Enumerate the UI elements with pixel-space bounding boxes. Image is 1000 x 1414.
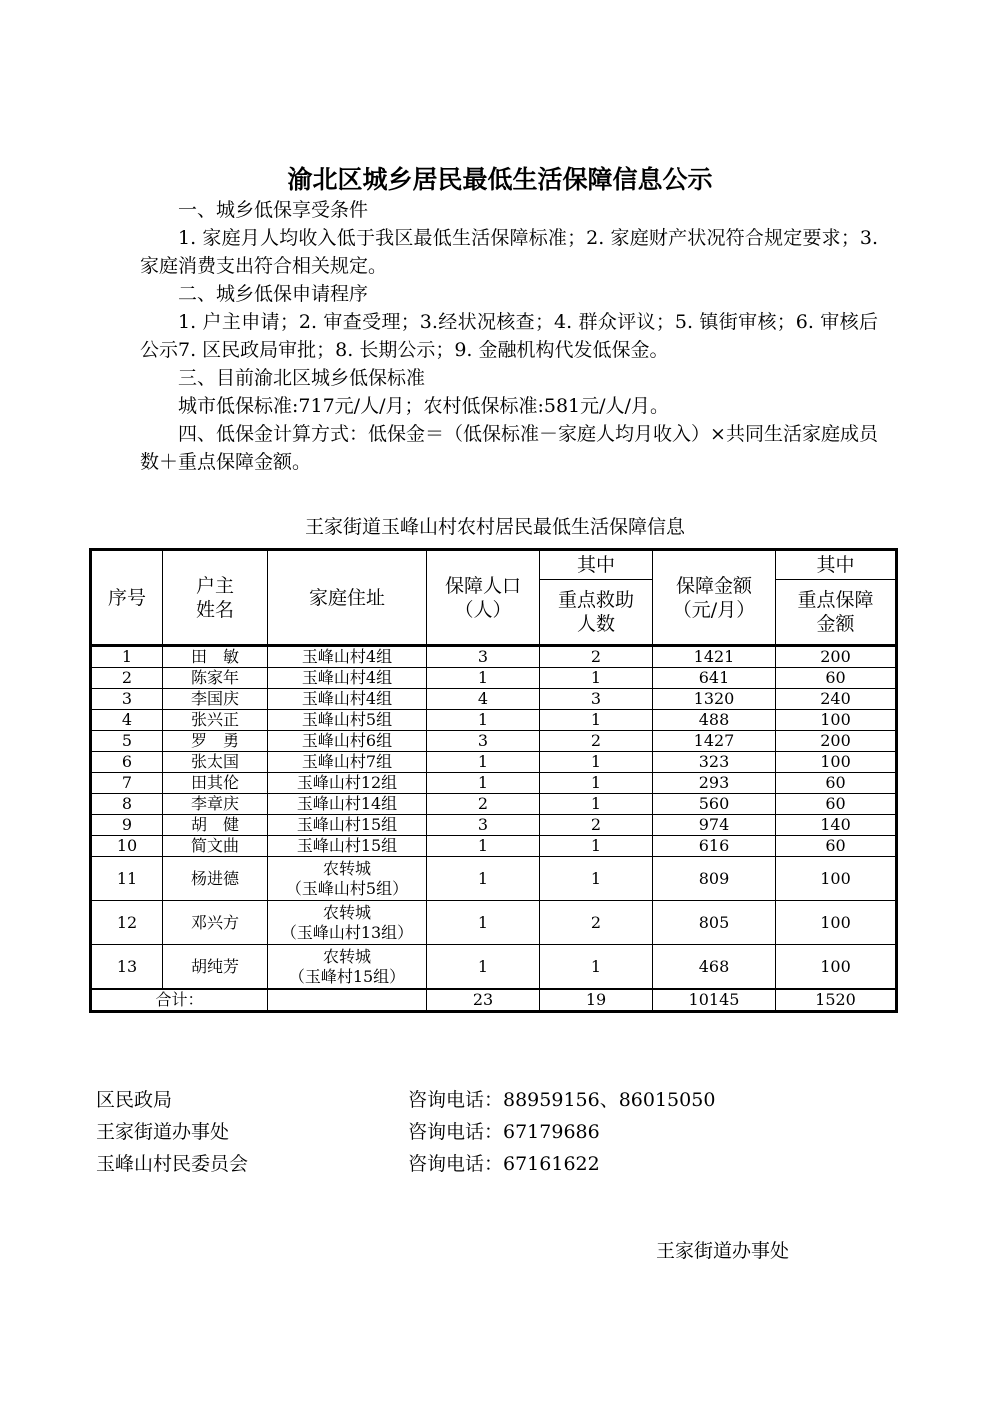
cell-key-persons: 1 <box>540 668 653 689</box>
cell-amount: 323 <box>653 752 776 773</box>
cell-address <box>268 857 427 901</box>
cell-amount: 1421 <box>653 646 776 668</box>
cell-address-line1: 农转城 <box>322 946 371 966</box>
contact-row <box>96 1118 715 1150</box>
cell-name: 李章庆 <box>163 794 268 815</box>
cell-address-line1: 农转城 <box>322 858 371 878</box>
total-address <box>268 989 427 1012</box>
cell-address: 玉峰山村6组 <box>268 731 427 752</box>
cell-key-amount: 240 <box>776 689 897 710</box>
cell-name: 陈家年 <box>163 668 268 689</box>
intro-section <box>140 196 878 476</box>
section-heading-standard: 三、目前渝北区城乡低保标准 <box>178 367 426 389</box>
cell-key-persons: 1 <box>540 752 653 773</box>
cell-address-line2: （玉峰山村5组） <box>285 878 409 898</box>
page-title: 渝北区城乡居民最低生活保障信息公示 <box>287 165 713 194</box>
cell-key-amount: 60 <box>776 836 897 857</box>
contact-phone: 咨询电话：67161622 <box>408 1153 600 1175</box>
contact-org: 王家街道办事处 <box>96 1121 230 1143</box>
section-heading-conditions: 一、城乡低保享受条件 <box>178 199 369 221</box>
cell-address-line1: 农转城 <box>322 902 371 922</box>
cell-seq: 13 <box>91 945 163 990</box>
cell-population: 3 <box>427 731 540 752</box>
header-seq: 序号 <box>91 550 163 646</box>
cell-population: 3 <box>427 646 540 668</box>
cell-address: 玉峰山村15组 <box>268 836 427 857</box>
cell-key-amount: 100 <box>776 752 897 773</box>
cell-seq: 1 <box>91 646 163 668</box>
cell-key-persons: 1 <box>540 710 653 731</box>
cell-amount: 468 <box>653 945 776 990</box>
table-row <box>91 857 897 901</box>
contact-row <box>96 1086 715 1118</box>
cell-key-persons: 1 <box>540 836 653 857</box>
cell-amount: 809 <box>653 857 776 901</box>
header-key-persons-line1: 重点救助 <box>557 589 634 611</box>
cell-key-persons: 1 <box>540 794 653 815</box>
table-row <box>91 815 897 836</box>
cell-address: 玉峰山村4组 <box>268 668 427 689</box>
cell-name: 胡纯芳 <box>163 945 268 990</box>
table-title: 王家街道玉峰山村农村居民最低生活保障信息 <box>304 516 685 538</box>
cell-name: 杨进德 <box>163 857 268 901</box>
table-row <box>91 731 897 752</box>
cell-key-persons: 2 <box>540 646 653 668</box>
cell-key-amount: 100 <box>776 857 897 901</box>
table-row <box>91 794 897 815</box>
cell-seq: 2 <box>91 668 163 689</box>
cell-address: 玉峰山村5组 <box>268 710 427 731</box>
cell-key-amount: 140 <box>776 815 897 836</box>
cell-address <box>268 901 427 945</box>
cell-seq: 3 <box>91 689 163 710</box>
total-amount: 10145 <box>653 989 776 1012</box>
total-key-persons: 19 <box>540 989 653 1012</box>
cell-key-persons: 2 <box>540 815 653 836</box>
cell-seq: 7 <box>91 773 163 794</box>
cell-address: 玉峰山村15组 <box>268 815 427 836</box>
cell-population: 1 <box>427 901 540 945</box>
cell-key-persons: 1 <box>540 773 653 794</box>
table-row <box>91 836 897 857</box>
contact-list <box>96 1086 715 1182</box>
cell-population: 1 <box>427 836 540 857</box>
cell-amount: 616 <box>653 836 776 857</box>
cell-amount: 1427 <box>653 731 776 752</box>
cell-address: 玉峰山村7组 <box>268 752 427 773</box>
table-row <box>91 945 897 990</box>
cell-population: 1 <box>427 668 540 689</box>
cell-name: 张兴正 <box>163 710 268 731</box>
cell-amount: 805 <box>653 901 776 945</box>
cell-address <box>268 945 427 990</box>
total-key-amount: 1520 <box>776 989 897 1012</box>
table-row <box>91 668 897 689</box>
cell-seq: 9 <box>91 815 163 836</box>
cell-population: 3 <box>427 815 540 836</box>
cell-seq: 12 <box>91 901 163 945</box>
header-key-amount-line1: 重点保障 <box>797 589 874 611</box>
cell-name: 简文曲 <box>163 836 268 857</box>
cell-key-amount: 60 <box>776 773 897 794</box>
conditions-text: 1. 家庭月人均收入低于我区最低生活保障标准；2. 家庭财产状况符合规定要求；3. 家庭消费支出符合相关规定。 <box>140 227 878 277</box>
header-population-line2: （人） <box>454 598 512 621</box>
cell-seq: 6 <box>91 752 163 773</box>
header-key-amount <box>776 580 897 646</box>
header-amount <box>653 550 776 646</box>
table-row <box>91 752 897 773</box>
cell-key-amount: 100 <box>776 710 897 731</box>
cell-name: 胡 健 <box>163 815 268 836</box>
cell-address-line2: （玉峰山村13组） <box>280 922 414 942</box>
header-name-line2: 姓名 <box>195 598 234 621</box>
header-population <box>427 550 540 646</box>
contact-org: 玉峰山村民委员会 <box>96 1153 249 1175</box>
assistance-table <box>89 548 898 1013</box>
calculation-text: 四、低保金计算方式：低保金＝（低保标准－家庭人均月收入）×共同生活家庭成员数＋重点保障金额。 <box>140 423 878 473</box>
table-row <box>91 773 897 794</box>
cell-key-amount: 60 <box>776 668 897 689</box>
issuer-signature: 王家街道办事处 <box>656 1240 790 1262</box>
cell-key-amount: 100 <box>776 945 897 990</box>
cell-amount: 1320 <box>653 689 776 710</box>
cell-name: 邓兴方 <box>163 901 268 945</box>
header-name-line1: 户主 <box>195 574 234 597</box>
table-row <box>91 689 897 710</box>
header-name <box>163 550 268 646</box>
header-key-amount-line2: 金额 <box>816 613 855 635</box>
section-heading-procedure: 二、城乡低保申请程序 <box>178 283 369 305</box>
cell-key-persons: 2 <box>540 901 653 945</box>
contact-org: 区民政局 <box>96 1089 173 1111</box>
header-address: 家庭住址 <box>268 550 427 646</box>
cell-seq: 10 <box>91 836 163 857</box>
cell-population: 1 <box>427 773 540 794</box>
cell-key-amount: 200 <box>776 646 897 668</box>
cell-amount: 974 <box>653 815 776 836</box>
cell-key-amount: 200 <box>776 731 897 752</box>
table-row <box>91 646 897 668</box>
header-among-1: 其中 <box>540 550 653 580</box>
contact-phone: 咨询电话：67179686 <box>408 1121 600 1143</box>
table-row <box>91 901 897 945</box>
procedure-text: 1. 户主申请；2. 审查受理；3.经状况核查；4. 群众评议；5. 镇街审核；6. 审核后公示7. 区民政局审批；8. 长期公示；9. 金融机构代发低保金。 <box>140 311 878 361</box>
cell-seq: 8 <box>91 794 163 815</box>
total-row <box>91 989 897 1012</box>
cell-key-persons: 2 <box>540 731 653 752</box>
cell-amount: 293 <box>653 773 776 794</box>
cell-address: 玉峰山村4组 <box>268 689 427 710</box>
header-among-2: 其中 <box>776 550 897 580</box>
cell-population: 1 <box>427 945 540 990</box>
cell-population: 1 <box>427 710 540 731</box>
cell-population: 1 <box>427 857 540 901</box>
cell-key-persons: 1 <box>540 945 653 990</box>
cell-population: 1 <box>427 752 540 773</box>
cell-key-amount: 100 <box>776 901 897 945</box>
cell-address: 玉峰山村4组 <box>268 646 427 668</box>
table-row <box>91 710 897 731</box>
cell-name: 田 敏 <box>163 646 268 668</box>
header-amount-line1: 保障金额 <box>675 574 752 597</box>
cell-seq: 4 <box>91 710 163 731</box>
cell-amount: 488 <box>653 710 776 731</box>
cell-amount: 641 <box>653 668 776 689</box>
contact-row <box>96 1150 715 1182</box>
cell-name: 张太国 <box>163 752 268 773</box>
cell-key-amount: 60 <box>776 794 897 815</box>
cell-name: 李国庆 <box>163 689 268 710</box>
cell-address: 玉峰山村12组 <box>268 773 427 794</box>
cell-key-persons: 3 <box>540 689 653 710</box>
cell-seq: 5 <box>91 731 163 752</box>
header-population-line1: 保障人口 <box>444 574 521 597</box>
header-amount-line2: （元/月） <box>672 598 756 621</box>
header-key-persons <box>540 580 653 646</box>
cell-population: 2 <box>427 794 540 815</box>
standard-text: 城市低保标准:717元/人/月；农村低保标准:581元/人/月。 <box>178 395 669 417</box>
header-key-persons-line2: 人数 <box>576 613 615 635</box>
cell-address-line2: （玉峰村15组） <box>288 966 406 986</box>
cell-name: 田其伦 <box>163 773 268 794</box>
cell-amount: 560 <box>653 794 776 815</box>
total-label: 合计： <box>91 989 268 1012</box>
cell-population: 4 <box>427 689 540 710</box>
contact-phone: 咨询电话：88959156、86015050 <box>408 1089 716 1111</box>
cell-seq: 11 <box>91 857 163 901</box>
cell-name: 罗 勇 <box>163 731 268 752</box>
total-population: 23 <box>427 989 540 1012</box>
cell-key-persons: 1 <box>540 857 653 901</box>
cell-address: 玉峰山村14组 <box>268 794 427 815</box>
